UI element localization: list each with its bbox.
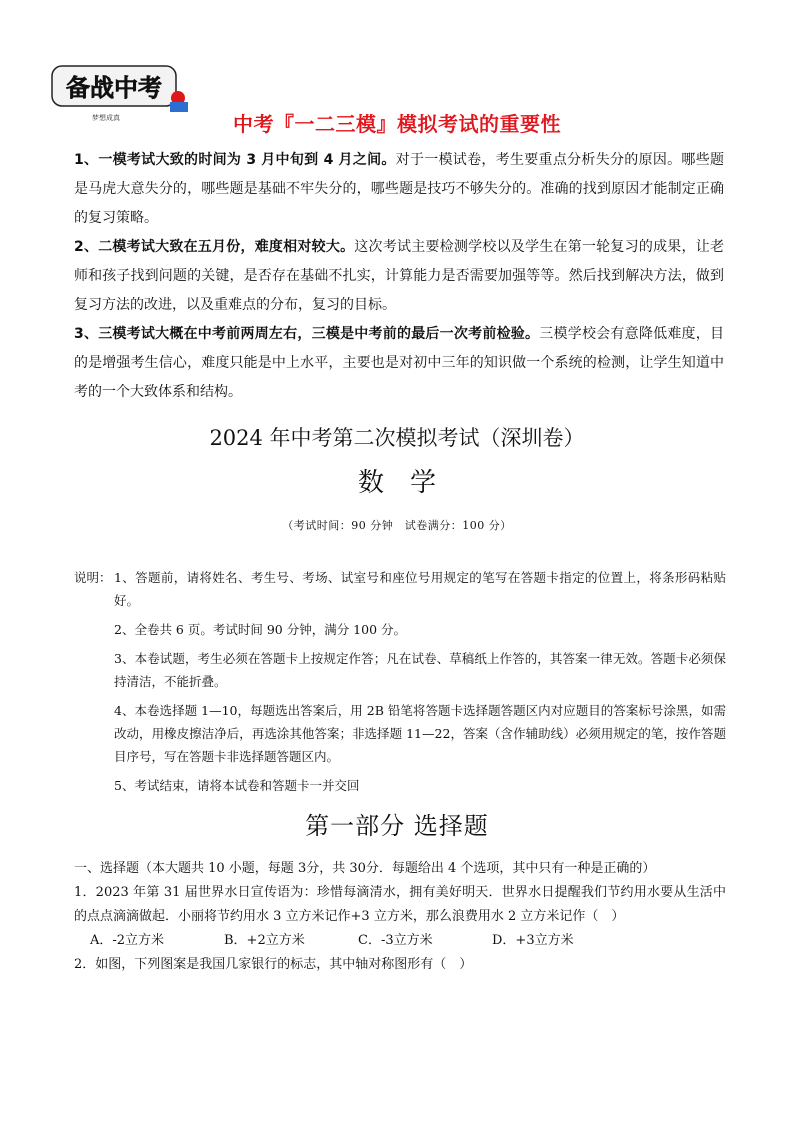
option-a: A．-2立方米 bbox=[90, 933, 165, 948]
instruction-text: 3、本卷试题，考生必须在答题卡上按规定作答；凡在试卷、草稿纸上作答的，其答案一律无效。答题卡必须保持清洁，不能折叠。 bbox=[114, 651, 726, 689]
intro-section bbox=[74, 146, 724, 407]
intro-lead: 1、一模考试大致的时间为 3 月中旬到 4 月之间。 bbox=[74, 152, 396, 168]
banner-title: 中考『一二三模』模拟考试的重要性 bbox=[233, 112, 561, 136]
intro-text: 三模学校会有意降低难度，目的是增强考生信心，难度只能是中上水平，主要也是对初中三年的知识做一个系统的检测，让学生知道中考的一个大致体系和结构。 bbox=[74, 326, 724, 400]
instruction-text: 2、全卷共 6 页。考试时间 90 分钟，满分 100 分。 bbox=[114, 622, 407, 637]
instructions-label: 说明： bbox=[74, 570, 112, 585]
part-title: 第一部分 选择题 bbox=[305, 812, 489, 840]
subject-title: 数学 bbox=[357, 468, 462, 498]
exam-info: （考试时间：90 分钟 试卷满分：100 分） bbox=[282, 519, 512, 532]
instructions-list bbox=[114, 566, 726, 797]
questions-section bbox=[74, 857, 726, 977]
intro-text: 这次考试主要检测学校以及学生在第一轮复习的成果，让老师和孩子找到问题的关键，是否存在基础不扎实，计算能力是否需要加强等等。然后找到解决方法，做到复习方法的改进，以及重难点的分布，复习的目标。 bbox=[74, 239, 724, 313]
question-1-text: 1．2023 年第 31 届世界水日宣传语为：珍惜每滴清水，拥有美好明天．世界水日提醒我们节约用水要从生活中的点点滴滴做起．小丽将节约用水 3 立方米记作+3 立方米，那么浪费用水 2 立方米记作（ ） bbox=[74, 885, 726, 924]
question-1-options bbox=[74, 929, 726, 953]
instruction-text: 5、考试结束，请将本试卷和答题卡一并交回 bbox=[114, 778, 360, 793]
instruction-text: 4、本卷选择题 1—10，每题选出答案后，用 2B 铅笔将答题卡选择题答题区内对应题目的答案标号涂黑，如需改动，用橡皮擦洁净后，再选涂其他答案；非选择题 11—22，答案（含作辅助线）必须用规定的笔，按作答题目序号，写在答题卡非选择题答题区内。 bbox=[114, 703, 726, 764]
section-header: 一、选择题（本大题共 10 小题，每题 3分，共 30分．每题给出 4 个选项，其中只有一种是正确的） bbox=[74, 861, 656, 876]
logo-subtext: 梦想成真 bbox=[92, 114, 120, 122]
instruction-item bbox=[114, 699, 726, 768]
instructions-section bbox=[74, 566, 726, 797]
intro-paragraph-3 bbox=[74, 320, 724, 407]
instruction-item bbox=[114, 647, 726, 693]
logo-text: 备战中考 bbox=[66, 74, 162, 102]
intro-paragraph-1 bbox=[74, 146, 724, 233]
intro-paragraph-2 bbox=[74, 233, 724, 320]
intro-lead: 2、二模考试大致在五月份，难度相对较大。 bbox=[74, 239, 355, 255]
exam-title: 2024 年中考第二次模拟考试（深圳卷） bbox=[209, 426, 585, 450]
instruction-text: 1、答题前，请将姓名、考生号、考场、试室号和座位号用规定的笔写在答题卡指定的位置上，将条形码粘贴好。 bbox=[114, 570, 726, 608]
instructions-row bbox=[74, 566, 726, 797]
intro-text: 对于一模试卷，考生要重点分析失分的原因。哪些题是马虎大意失分的，哪些题是基础不牢失分的，哪些题是技巧不够失分的。准确的找到原因才能制定正确的复习策略。 bbox=[74, 152, 725, 226]
option-d: D．+3立方米 bbox=[492, 933, 574, 948]
instruction-item bbox=[114, 566, 726, 612]
option-b: B．+2立方米 bbox=[224, 933, 305, 948]
intro-lead: 3、三模考试大概在中考前两周左右，三模是中考前的最后一次考前检验。 bbox=[74, 326, 540, 342]
instruction-item bbox=[114, 774, 726, 797]
instruction-item bbox=[114, 618, 726, 641]
question-2-text: 2．如图，下列图案是我国几家银行的标志，其中轴对称图形有（ ） bbox=[74, 957, 473, 972]
option-c: C．-3立方米 bbox=[358, 933, 433, 948]
